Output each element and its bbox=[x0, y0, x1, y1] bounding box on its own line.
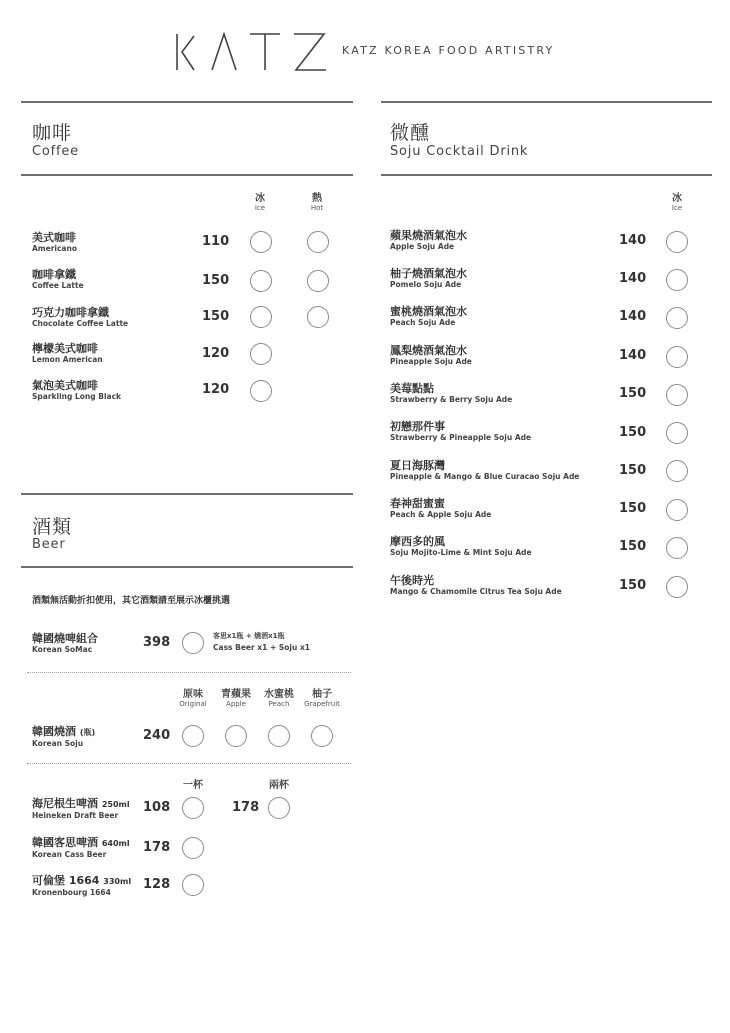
coffee-col-ice bbox=[230, 193, 290, 213]
combo-en: Cass Beer x1 + Soju x1 bbox=[213, 643, 310, 652]
katz-logo bbox=[172, 30, 332, 72]
beer-item bbox=[32, 874, 131, 898]
item-name-zh: 春神甜蜜蜜 bbox=[390, 497, 445, 510]
item-price: 240 bbox=[143, 728, 171, 743]
item-price: 150 bbox=[619, 539, 647, 554]
item-name-en: Peach Soju Ade bbox=[390, 318, 456, 327]
ice-checkbox[interactable] bbox=[666, 537, 688, 559]
item-name-zh bbox=[32, 874, 131, 888]
ice-checkbox[interactable] bbox=[666, 499, 688, 521]
beer-top-divider bbox=[21, 493, 353, 495]
item-price: 398 bbox=[143, 635, 171, 650]
cocktail-item bbox=[390, 535, 532, 558]
flavor-en: Apple bbox=[226, 700, 246, 708]
coffee-item bbox=[32, 379, 121, 402]
col-hot-en: Hot bbox=[310, 204, 324, 212]
item-price: 110 bbox=[202, 234, 230, 249]
cocktail-item bbox=[390, 267, 467, 290]
item-price: 150 bbox=[202, 309, 230, 324]
col-hot-zh: 熱 bbox=[312, 193, 322, 204]
item-name-en: Americano bbox=[32, 244, 77, 253]
item-name-zh bbox=[32, 836, 130, 850]
item-name-zh: 美式咖啡 bbox=[32, 231, 76, 244]
col-two-glass: 兩杯 bbox=[269, 780, 289, 791]
dotted-divider bbox=[27, 672, 351, 673]
beer-item bbox=[32, 797, 130, 821]
ice-checkbox[interactable] bbox=[666, 576, 688, 598]
beer-item bbox=[32, 836, 130, 860]
item-name-en: Soju Mojito-Lime & Mint Soju Ade bbox=[390, 548, 532, 557]
item-name-zh: 巧克力咖啡拿鐵 bbox=[32, 306, 109, 319]
item-name-en: Sparkling Long Black bbox=[32, 392, 122, 401]
ice-checkbox[interactable] bbox=[666, 460, 688, 482]
grapefruit-checkbox[interactable] bbox=[311, 725, 333, 747]
somac-checkbox[interactable] bbox=[182, 632, 204, 654]
coffee-top-divider bbox=[21, 101, 353, 103]
ice-checkbox[interactable] bbox=[666, 346, 688, 368]
item-price: 140 bbox=[619, 348, 647, 363]
beer-bottom-divider bbox=[21, 566, 353, 568]
item-name-zh: 夏日海豚灣 bbox=[390, 459, 445, 472]
item-name-zh: 午後時光 bbox=[390, 574, 434, 587]
soju-name: 韓國燒酒 bbox=[32, 725, 76, 738]
ice-checkbox[interactable] bbox=[250, 306, 272, 328]
flavor-en: Peach bbox=[268, 700, 290, 708]
somac-combo bbox=[213, 631, 310, 652]
cocktail-title-zh: 微醺 bbox=[390, 122, 431, 144]
flavor-zh: 柚子 bbox=[312, 689, 332, 700]
item-name-en: Mango & Chamomile Citrus Tea Soju Ade bbox=[390, 587, 562, 596]
one-glass-checkbox[interactable] bbox=[182, 874, 204, 896]
flavor-en: Grapefruit bbox=[304, 700, 340, 708]
col-ice-en: Ice bbox=[671, 204, 683, 212]
item-name-en: Korean SoMac bbox=[32, 645, 93, 654]
ice-checkbox[interactable] bbox=[250, 270, 272, 292]
item-name-en: Chocolate Coffee Latte bbox=[32, 319, 129, 328]
one-glass-checkbox[interactable] bbox=[182, 837, 204, 859]
item-name-en: Apple Soju Ade bbox=[390, 242, 455, 251]
col-ice-zh: 冰 bbox=[255, 193, 265, 204]
beer-name: 韓國客思啤酒 bbox=[32, 836, 98, 849]
cocktail-bottom-divider bbox=[381, 174, 712, 176]
item-price: 150 bbox=[619, 425, 647, 440]
item-name-zh: 美莓點點 bbox=[390, 382, 434, 395]
item-price-two-glass: 178 bbox=[232, 800, 260, 815]
coffee-bottom-divider bbox=[21, 174, 353, 176]
flavor-zh: 水蜜桃 bbox=[264, 689, 294, 700]
coffee-item bbox=[32, 342, 103, 365]
somac-item bbox=[32, 632, 98, 655]
item-name-zh: 咖啡拿鐵 bbox=[32, 268, 76, 281]
item-name-zh: 摩西多的風 bbox=[390, 535, 445, 548]
item-name-en: Pineapple Soju Ade bbox=[390, 357, 472, 366]
col-ice-en: Ice bbox=[254, 204, 266, 212]
item-name-zh bbox=[32, 725, 95, 739]
item-price: 140 bbox=[619, 309, 647, 324]
ice-checkbox[interactable] bbox=[666, 231, 688, 253]
flavor-col-grapefruit bbox=[292, 689, 352, 709]
ice-checkbox[interactable] bbox=[250, 231, 272, 253]
cocktail-top-divider bbox=[381, 101, 712, 103]
item-price: 140 bbox=[619, 233, 647, 248]
coffee-item bbox=[32, 268, 84, 291]
item-name-en: Korean Soju bbox=[32, 739, 84, 748]
flavor-en: Original bbox=[179, 700, 207, 708]
item-price: 120 bbox=[202, 382, 230, 397]
item-name-zh: 柚子燒酒氣泡水 bbox=[390, 267, 467, 280]
item-price: 150 bbox=[202, 273, 230, 288]
item-name-en: Lemon American bbox=[32, 355, 103, 364]
item-name-en: Strawberry & Berry Soju Ade bbox=[390, 395, 513, 404]
col-ice-zh: 冰 bbox=[672, 193, 682, 204]
beer-name: 可倫堡 1664 bbox=[32, 874, 100, 887]
item-price: 178 bbox=[143, 840, 171, 855]
item-price: 150 bbox=[619, 463, 647, 478]
item-price: 150 bbox=[619, 578, 647, 593]
item-name-en: Heineken Draft Beer bbox=[32, 811, 119, 820]
cocktail-item bbox=[390, 305, 467, 328]
item-name-zh: 蜜桃燒酒氣泡水 bbox=[390, 305, 467, 318]
cocktail-item bbox=[390, 382, 512, 405]
item-price: 120 bbox=[202, 346, 230, 361]
original-checkbox[interactable] bbox=[182, 725, 204, 747]
hot-checkbox[interactable] bbox=[307, 231, 329, 253]
item-name-en: Korean Cass Beer bbox=[32, 850, 107, 859]
item-name-en: Strawberry & Pineapple Soju Ade bbox=[390, 433, 532, 442]
item-name-zh: 氣泡美式咖啡 bbox=[32, 379, 98, 392]
coffee-item bbox=[32, 231, 77, 254]
flavor-zh: 原味 bbox=[183, 689, 203, 700]
ice-checkbox[interactable] bbox=[250, 343, 272, 365]
beer-title-en: Beer bbox=[32, 537, 66, 552]
coffee-title-en: Coffee bbox=[32, 144, 79, 159]
cocktail-item bbox=[390, 497, 491, 520]
item-price: 128 bbox=[143, 877, 171, 892]
beer-title-zh: 酒類 bbox=[32, 516, 73, 538]
soju-unit: (瓶) bbox=[79, 728, 96, 737]
cocktail-item bbox=[390, 574, 562, 597]
cocktail-item bbox=[390, 459, 579, 482]
dotted-divider bbox=[27, 763, 351, 764]
ice-checkbox[interactable] bbox=[666, 269, 688, 291]
item-name-zh: 韓國燒啤組合 bbox=[32, 632, 98, 645]
two-glass-checkbox[interactable] bbox=[268, 797, 290, 819]
hot-checkbox[interactable] bbox=[307, 306, 329, 328]
ice-checkbox[interactable] bbox=[666, 307, 688, 329]
item-name-zh: 初戀那件事 bbox=[390, 420, 445, 433]
item-name-en: Peach & Apple Soju Ade bbox=[390, 510, 492, 519]
item-name-en: Pineapple & Mango & Blue Curacao Soju Ade bbox=[390, 472, 580, 481]
ice-checkbox[interactable] bbox=[666, 384, 688, 406]
item-name-zh: 檸檬美式咖啡 bbox=[32, 342, 98, 355]
item-name-en: Coffee Latte bbox=[32, 281, 84, 290]
cocktail-item bbox=[390, 344, 472, 367]
peach-checkbox[interactable] bbox=[268, 725, 290, 747]
item-price: 150 bbox=[619, 501, 647, 516]
cocktail-item bbox=[390, 229, 467, 252]
coffee-item bbox=[32, 306, 128, 329]
item-price: 108 bbox=[143, 800, 171, 815]
beer-size: 250ml bbox=[101, 800, 130, 809]
item-price: 140 bbox=[619, 271, 647, 286]
coffee-col-hot bbox=[287, 193, 347, 213]
apple-checkbox[interactable] bbox=[225, 725, 247, 747]
item-name-zh: 蘋果燒酒氣泡水 bbox=[390, 229, 467, 242]
cocktail-col-ice bbox=[647, 193, 707, 213]
ice-checkbox[interactable] bbox=[666, 422, 688, 444]
item-name-en: Pomelo Soju Ade bbox=[390, 280, 462, 289]
col-one-glass: 一杯 bbox=[183, 780, 203, 791]
ice-checkbox[interactable] bbox=[250, 380, 272, 402]
item-name-en: Kronenbourg 1664 bbox=[32, 888, 111, 897]
coffee-title-zh: 咖啡 bbox=[32, 122, 73, 144]
soju-item bbox=[32, 725, 95, 749]
flavor-zh: 青蘋果 bbox=[221, 689, 251, 700]
one-glass-checkbox[interactable] bbox=[182, 797, 204, 819]
beer-name: 海尼根生啤酒 bbox=[32, 797, 98, 810]
beer-size: 640ml bbox=[101, 839, 130, 848]
beer-size: 330ml bbox=[103, 877, 132, 886]
item-name-zh: 鳳梨燒酒氣泡水 bbox=[390, 344, 467, 357]
cocktail-item bbox=[390, 420, 531, 443]
hot-checkbox[interactable] bbox=[307, 270, 329, 292]
beer-discount-note: 酒類無活動折扣使用，其它酒類請至展示冰櫃挑選 bbox=[32, 596, 231, 606]
tagline: KATZ KOREA FOOD ARTISTRY bbox=[342, 44, 555, 57]
combo-zh: 客思x1瓶 + 燒酒x1瓶 bbox=[213, 632, 285, 640]
item-price: 150 bbox=[619, 386, 647, 401]
cocktail-title-en: Soju Cocktail Drink bbox=[390, 144, 529, 159]
item-name-zh bbox=[32, 797, 130, 811]
